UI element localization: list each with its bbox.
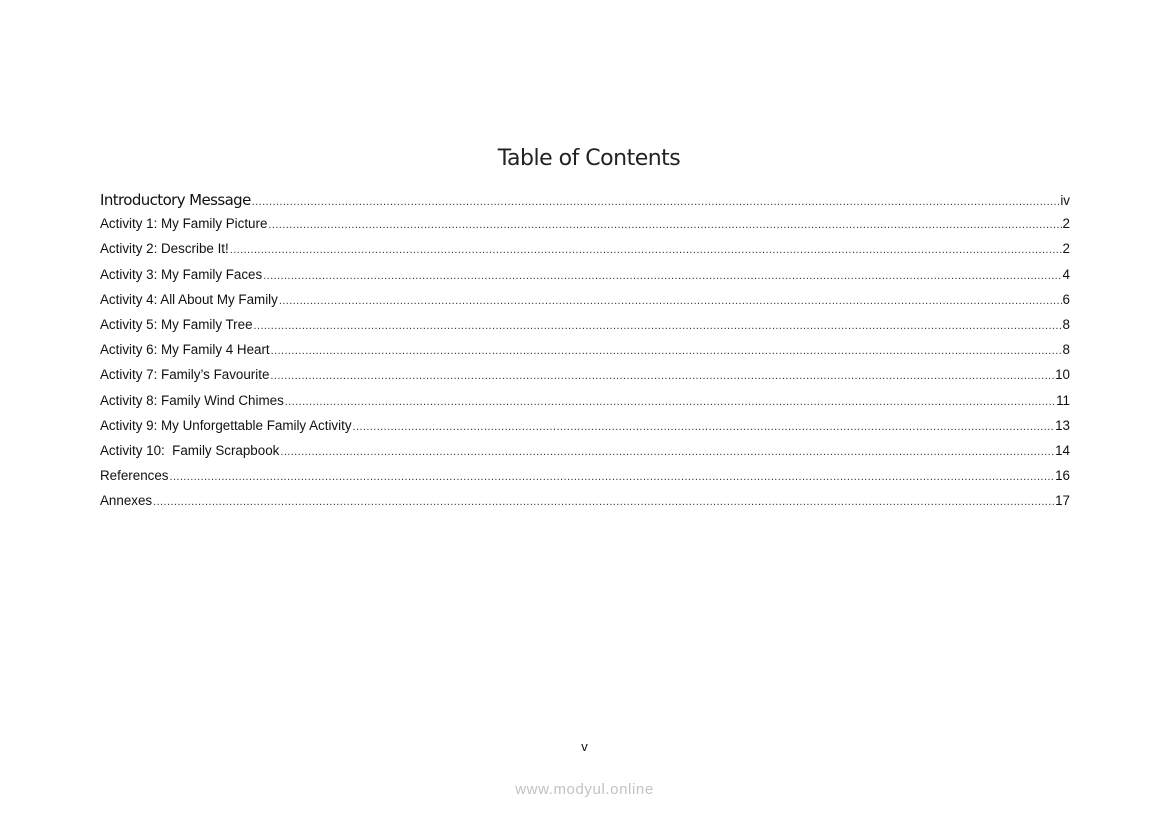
toc-entry[interactable]	[100, 292, 1070, 317]
toc-entry[interactable]	[100, 216, 1070, 241]
toc-entry-page: 2	[1062, 241, 1070, 257]
dot-leader	[271, 345, 1062, 357]
toc-entry-label: Activity 5: My Family Tree	[100, 316, 253, 332]
dot-leader	[285, 396, 1055, 408]
toc-entry-page: 13	[1055, 417, 1070, 433]
toc-entry-page: 16	[1055, 468, 1070, 484]
toc-entry[interactable]	[100, 241, 1070, 266]
toc-entry[interactable]	[100, 418, 1070, 443]
table-of-contents	[100, 191, 1070, 518]
toc-entry-label: References	[100, 468, 169, 484]
toc-entry[interactable]	[100, 443, 1070, 468]
toc-entry-page: 6	[1062, 291, 1070, 307]
dot-leader	[280, 446, 1054, 458]
toc-entry-page: 4	[1062, 266, 1070, 282]
dot-leader	[268, 219, 1061, 231]
toc-entry-page: 11	[1056, 392, 1070, 408]
toc-entry[interactable]	[100, 191, 1070, 216]
dot-leader	[153, 496, 1054, 508]
dot-leader	[263, 270, 1061, 282]
toc-entry[interactable]	[100, 493, 1070, 518]
toc-entry-label: Introductory Message	[100, 191, 251, 209]
toc-entry[interactable]	[100, 393, 1070, 418]
toc-entry-label: Activity 9: My Unforgettable Family Activity	[100, 417, 352, 433]
dot-leader	[353, 421, 1055, 433]
toc-entry-label: Annexes	[100, 493, 153, 509]
toc-entry-label: Activity 6: My Family 4 Heart	[100, 342, 270, 358]
toc-entry-page: 2	[1062, 216, 1070, 232]
dot-leader	[252, 196, 1060, 208]
toc-entry-label: Activity 7: Family’s Favourite	[100, 367, 270, 383]
toc-entry-page: 14	[1055, 442, 1070, 458]
dot-leader	[254, 320, 1062, 332]
toc-entry[interactable]	[100, 468, 1070, 493]
toc-entry-page: 8	[1062, 316, 1070, 332]
toc-entry-page: iv	[1060, 193, 1070, 208]
dot-leader	[169, 471, 1054, 483]
dot-leader	[230, 244, 1062, 256]
toc-entry-page: 10	[1055, 367, 1070, 383]
toc-entry-label: Activity 1: My Family Picture	[100, 216, 268, 232]
toc-entry-label: Activity 10: Family Scrapbook	[100, 442, 280, 458]
toc-entry-label: Activity 3: My Family Faces	[100, 266, 263, 282]
watermark: www.modyul.online	[515, 781, 654, 798]
toc-entry[interactable]	[100, 342, 1070, 367]
toc-entry-label: Activity 8: Family Wind Chimes	[100, 392, 284, 408]
dot-leader	[270, 370, 1054, 382]
dot-leader	[279, 295, 1062, 307]
toc-entry-label: Activity 2: Describe It!	[100, 241, 229, 257]
toc-entry-label: Activity 4: All About My Family	[100, 291, 278, 307]
toc-entry-page: 17	[1055, 493, 1070, 509]
toc-entry[interactable]	[100, 317, 1070, 342]
page-number: v	[581, 739, 588, 754]
toc-entry[interactable]	[100, 267, 1070, 292]
toc-entry[interactable]	[100, 367, 1070, 392]
toc-entry-page: 8	[1062, 342, 1070, 358]
page-title: Table of Contents	[497, 146, 681, 171]
